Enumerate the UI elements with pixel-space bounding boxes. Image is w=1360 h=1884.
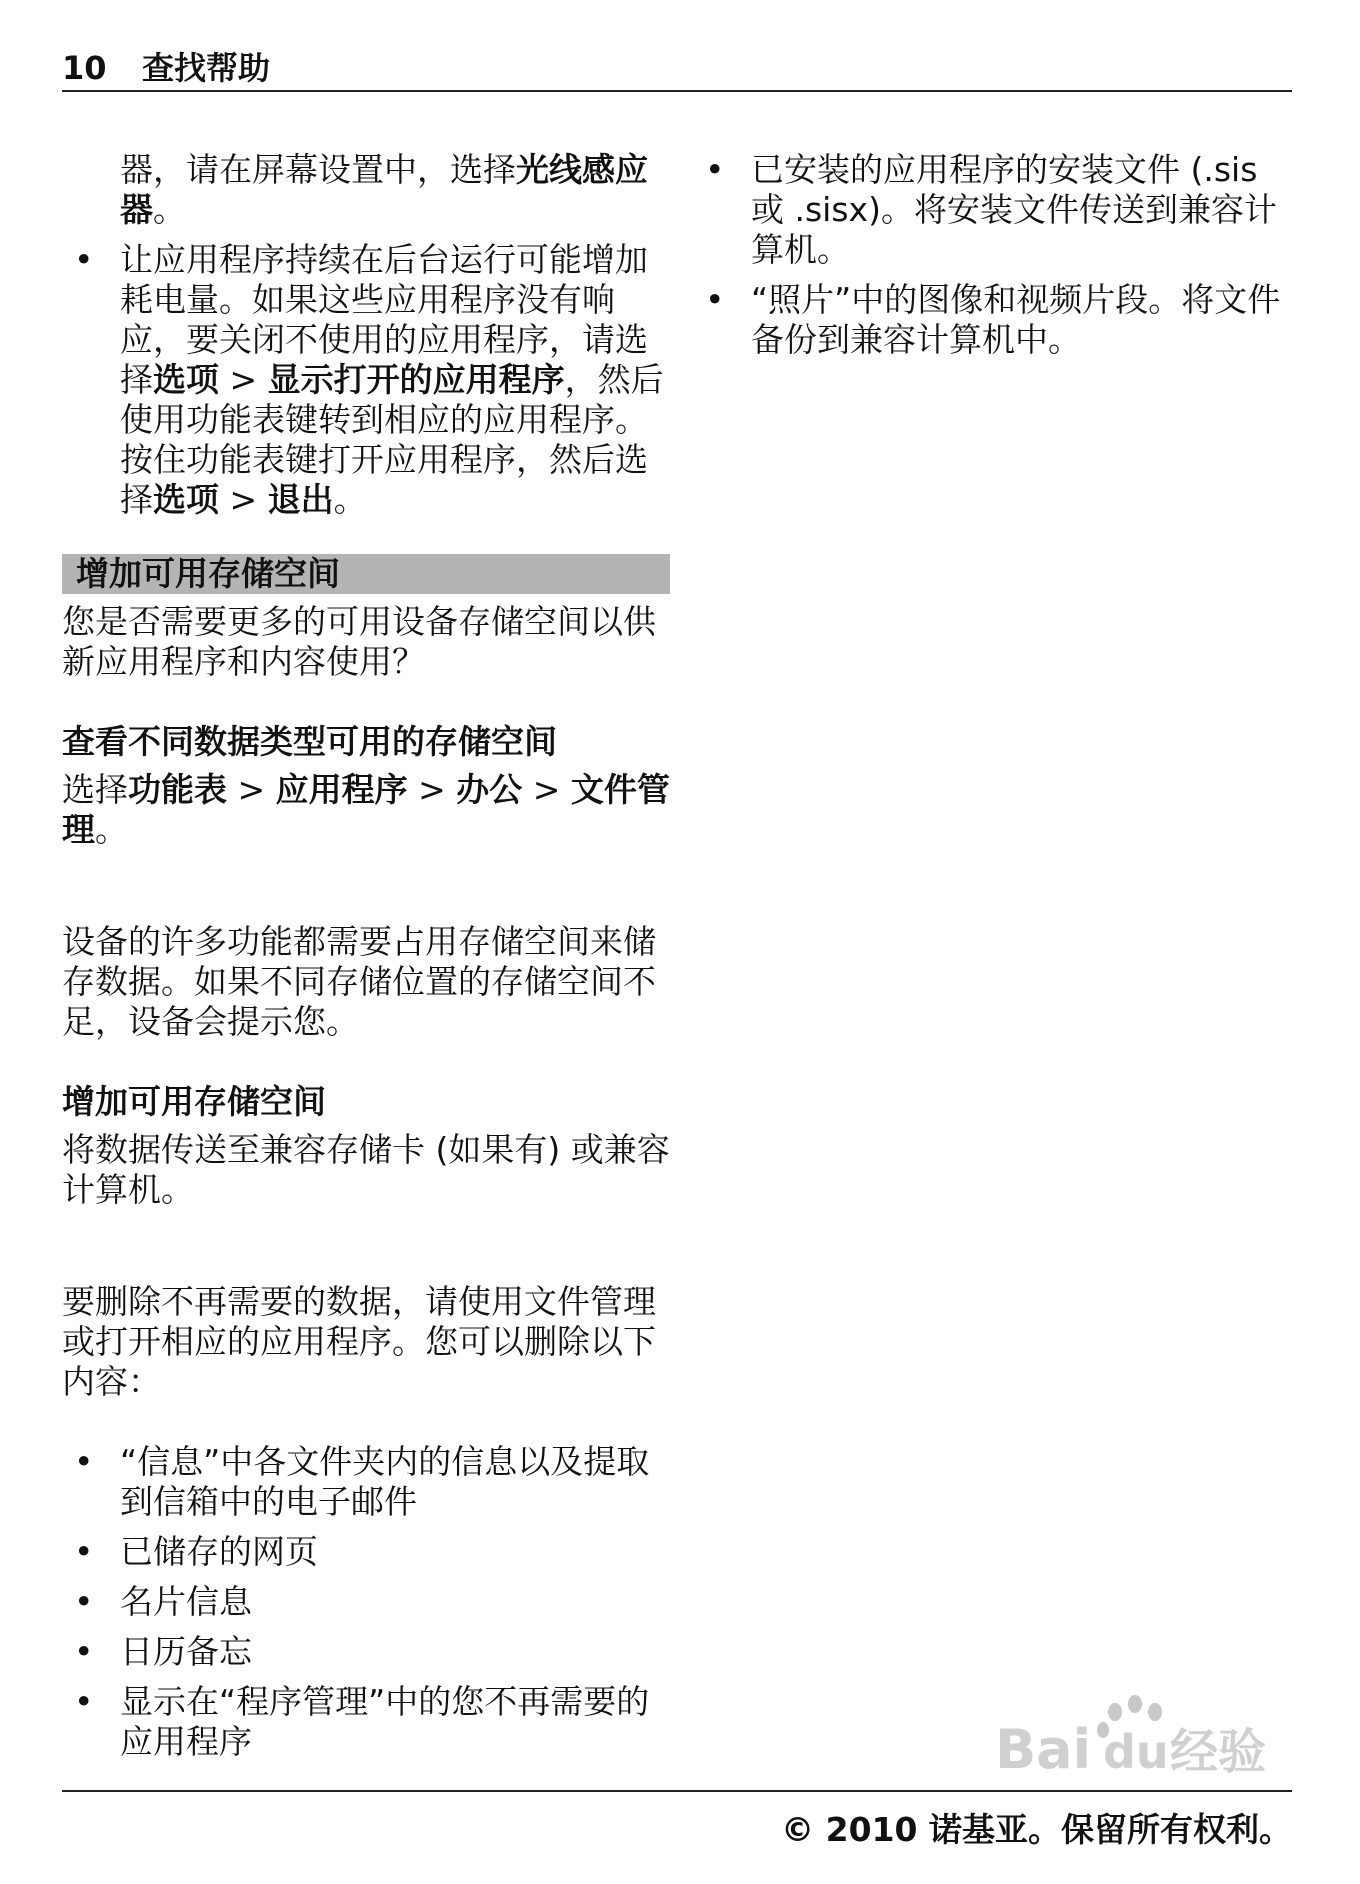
menu-path-show-open-apps: 显示打开的应用程序	[267, 360, 565, 399]
bullet-dot: •	[705, 280, 725, 319]
bullet-dot: •	[705, 150, 725, 189]
bullet-text: 让应用程序持续在后台运行可能增加耗电量。如果这些应用程序没有响应，要关闭不使用的应用程序，请选择	[120, 240, 648, 399]
bullet-dot: •	[74, 1632, 94, 1671]
watermark-text-du: du	[1103, 1725, 1169, 1779]
list-item	[62, 1632, 670, 1672]
bullet-text-end: 。	[333, 480, 367, 519]
menu-path-office: 办公	[456, 770, 523, 809]
page-header	[62, 50, 1292, 92]
bullet-text: ，然后使用功能表键转到相应的应用程序。按住功能表键打开应用程序，然后选择	[120, 360, 664, 519]
bullet-dot: •	[74, 1682, 94, 1721]
instruction-view-storage	[62, 770, 670, 850]
instruction-text: 选择	[62, 770, 128, 809]
bullet-dot: •	[74, 1532, 94, 1571]
setting-name-light-sensor: 光线感应器	[120, 150, 648, 229]
menu-path-menu: 功能表	[128, 770, 227, 809]
list-item	[693, 150, 1293, 270]
left-column	[62, 150, 670, 1772]
header-title: 查找帮助	[142, 49, 271, 87]
list-item-text: 已储存的网页	[120, 1532, 318, 1571]
list-item-text: 名片信息	[120, 1582, 252, 1621]
subsection-title-increase-storage: 增加可用存储空间	[62, 1082, 326, 1121]
watermark-text-jingyan: 经验	[1170, 1724, 1267, 1780]
list-item-text: 显示在“程序管理”中的您不再需要的应用程序	[120, 1682, 650, 1761]
paragraph-storage-usage: 设备的许多功能都需要占用存储空间来储存数据。如果不同存储位置的存储空间不足，设备会提示您。	[62, 922, 656, 1041]
list-item	[62, 1582, 670, 1622]
section-title: 增加可用存储空间	[62, 554, 670, 594]
menu-path-options: 选项	[153, 480, 219, 519]
list-item-text: “信息”中各文件夹内的信息以及提取到信箱中的电子邮件	[120, 1442, 650, 1521]
paragraph-delete-data: 要删除不再需要的数据，请使用文件管理或打开相应的应用程序。您可以删除以下内容：	[62, 1282, 656, 1401]
page-number: 10	[62, 49, 107, 87]
section-intro: 您是否需要更多的可用设备存储空间以供新应用程序和内容使用？	[62, 602, 656, 681]
delete-list	[62, 1442, 670, 1762]
right-column	[693, 150, 1293, 370]
path-separator: >	[219, 480, 268, 519]
continued-text-plain: 器，请在屏幕设置中，选择	[120, 150, 516, 189]
menu-path-file-manager: 文件管理	[62, 770, 670, 849]
copyright-notice: © 2010 诺基亚。保留所有权利。	[781, 1810, 1292, 1849]
path-separator: >	[407, 770, 457, 809]
list-item	[693, 280, 1293, 360]
list-item	[62, 1682, 670, 1762]
list-item	[62, 1532, 670, 1572]
menu-path-exit: 退出	[267, 480, 334, 519]
continued-text-end: 。	[153, 190, 186, 229]
list-item-text: 已安装的应用程序的安装文件 (.sis 或 .sisx)。将安装文件传送到兼容计算机。	[751, 150, 1277, 269]
paragraph-transfer-data: 将数据传送至兼容存储卡 (如果有) 或兼容计算机。	[62, 1130, 670, 1209]
list-item-text: “照片”中的图像和视频片段。将文件备份到兼容计算机中。	[751, 280, 1281, 359]
bullet-item-background-apps	[62, 240, 670, 520]
bullet-dot: •	[74, 1582, 94, 1621]
path-separator: >	[227, 770, 276, 809]
list-item	[62, 1442, 670, 1522]
subsection-title-view-storage: 查看不同数据类型可用的存储空间	[62, 722, 557, 761]
page-footer	[62, 1790, 1292, 1849]
instruction-text-end: 。	[95, 810, 128, 849]
menu-path-applications: 应用程序	[275, 770, 408, 809]
list-item-text: 日历备忘	[120, 1632, 252, 1671]
menu-path-options: 选项	[153, 360, 219, 399]
path-separator: >	[219, 360, 268, 399]
path-separator: >	[522, 770, 571, 809]
bullet-dot: •	[74, 1442, 94, 1481]
baidu-jingyan-watermark	[985, 1690, 1285, 1780]
bullet-dot: •	[74, 240, 94, 279]
watermark-text-bai: Bai	[995, 1718, 1092, 1780]
continued-text	[62, 150, 670, 230]
